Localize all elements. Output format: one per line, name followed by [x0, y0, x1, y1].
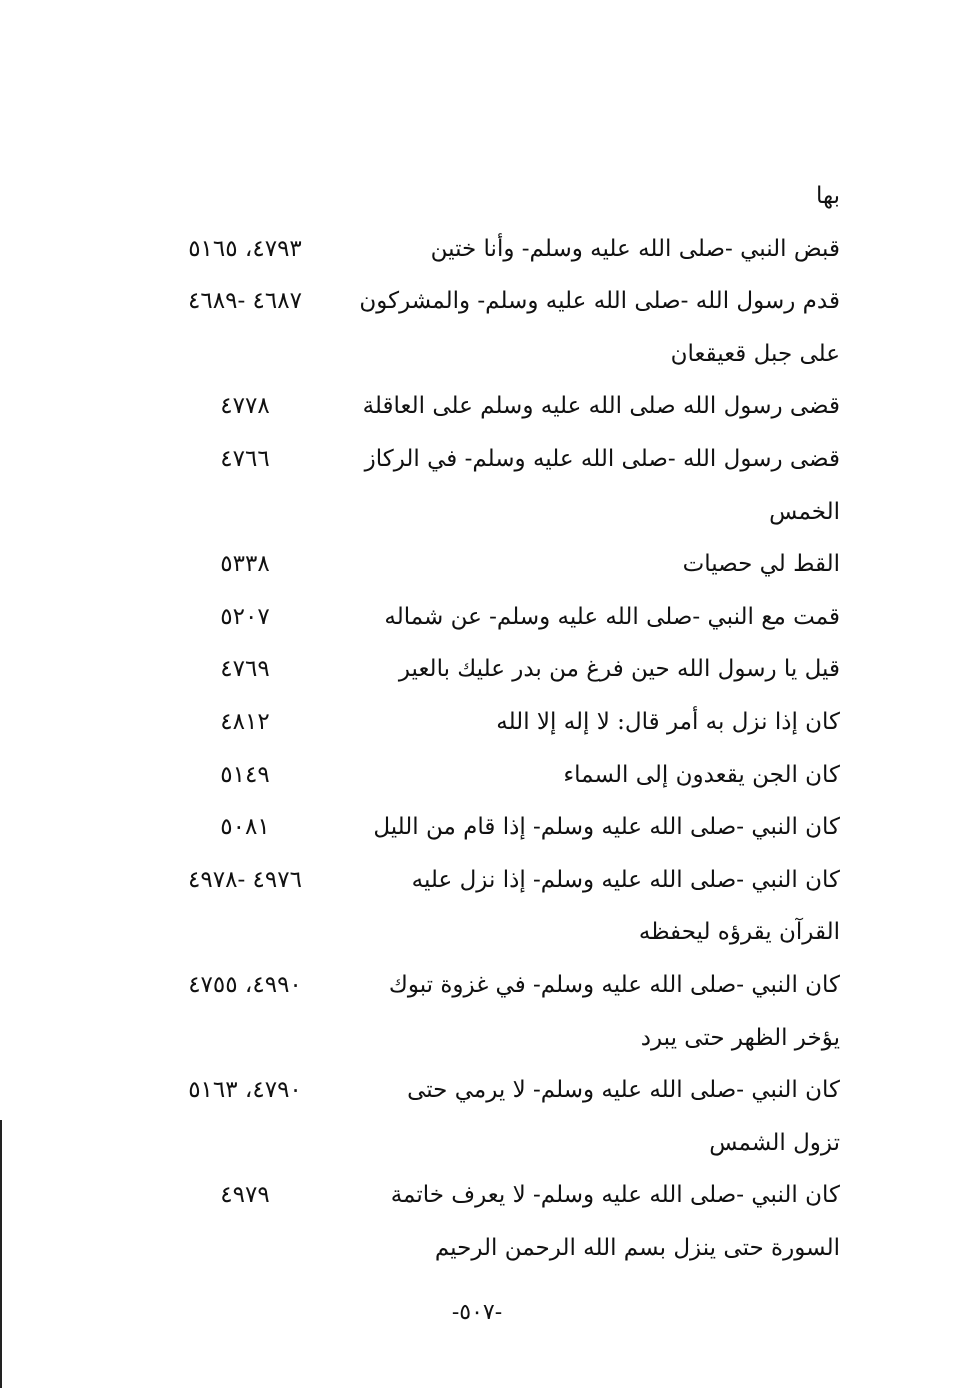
hadith-text: كان النبي -صلى الله عليه وسلم- إذا نزل عليه [411, 866, 840, 893]
hadith-refs: ٤٧٩٣، ٥١٦٥ [188, 235, 302, 262]
index-entry [150, 380, 840, 433]
hadith-index-list [150, 170, 840, 1274]
hadith-text: بها [815, 183, 840, 209]
hadith-text: الخمس [769, 498, 840, 525]
hadith-refs: ٤٧٦٦ [220, 445, 270, 472]
hadith-text: كان النبي -صلى الله عليه وسلم- إذا قام من الليل [373, 814, 840, 841]
page-number: -٥٠٧- [451, 1300, 503, 1325]
hadith-refs: ٥٢٠٧ [220, 603, 270, 630]
hadith-refs: ٤٧٧٨ [220, 393, 270, 420]
hadith-text: القرآن يقرؤه ليحفظه [638, 919, 840, 946]
hadith-refs: ٥١٤٩ [220, 761, 270, 788]
index-entry [150, 486, 840, 539]
hadith-text: السورة حتى ينزل بسم الله الرحمن الرحيم [434, 1234, 840, 1261]
index-entry [150, 538, 840, 591]
index-entry [150, 170, 840, 223]
index-entry [150, 801, 840, 854]
index-entry [150, 643, 840, 696]
index-entry [150, 1169, 840, 1222]
index-entry [150, 1064, 840, 1117]
hadith-text: تزول الشمس [709, 1129, 840, 1156]
index-entry [150, 696, 840, 749]
hadith-text: كان الجن يقعدون إلى السماء [563, 761, 840, 788]
hadith-refs: ٤٩٩٠، ٤٧٥٥ [188, 971, 302, 998]
hadith-refs: ٤٧٦٩ [220, 656, 270, 683]
index-entry [150, 749, 840, 802]
hadith-refs: ٤٨١٢ [220, 708, 270, 735]
hadith-text: القط لي حصيات [682, 551, 840, 578]
index-entry [150, 854, 840, 907]
hadith-refs: ٤٩٧٦ -٤٩٧٨ [188, 866, 302, 893]
index-entry [150, 223, 840, 276]
hadith-text: كان النبي -صلى الله عليه وسلم- في غزوة تبوك [388, 971, 840, 998]
hadith-text: قضى رسول الله -صلى الله عليه وسلم- في الركاز [364, 445, 840, 472]
hadith-text: قمت مع النبي -صلى الله عليه وسلم- عن شماله [384, 603, 840, 630]
hadith-text: على جبل قعيقعان [670, 340, 840, 367]
index-entry [150, 591, 840, 644]
page-edge-shadow [0, 1120, 2, 1388]
hadith-refs: ٤٩٧٩ [220, 1182, 270, 1209]
hadith-refs: ٤٧٩٠، ٥١٦٣ [188, 1077, 302, 1104]
hadith-text: قيل يا رسول الله حين فرغ من بدر عليك بالعير [398, 656, 840, 683]
index-entry [150, 1117, 840, 1170]
hadith-refs: ٥٣٣٨ [220, 551, 270, 578]
hadith-text: كان النبي -صلى الله عليه وسلم- لا يرمي حتى [407, 1077, 840, 1104]
hadith-text: قبض النبي -صلى الله عليه وسلم- وأنا ختين [430, 235, 840, 262]
hadith-text: كان إذا نزل به أمر قال: لا إله إلا الله [496, 708, 840, 735]
index-entry [150, 433, 840, 486]
index-entry [150, 959, 840, 1012]
hadith-text: كان النبي -صلى الله عليه وسلم- لا يعرف خاتمة [390, 1182, 840, 1209]
hadith-refs: ٤٦٨٧ -٤٦٨٩ [188, 288, 302, 315]
index-entry [150, 1012, 840, 1065]
hadith-refs: ٥٠٨١ [220, 814, 270, 841]
index-entry [150, 328, 840, 381]
hadith-text: قضى رسول الله صلى الله عليه وسلم على العاقلة [362, 393, 840, 420]
index-entry [150, 906, 840, 959]
index-entry [150, 275, 840, 328]
index-entry [150, 1222, 840, 1275]
hadith-text: يؤخر الظهر حتى يبرد [640, 1024, 840, 1051]
hadith-text: قدم رسول الله -صلى الله عليه وسلم- والمشركون [359, 288, 840, 315]
